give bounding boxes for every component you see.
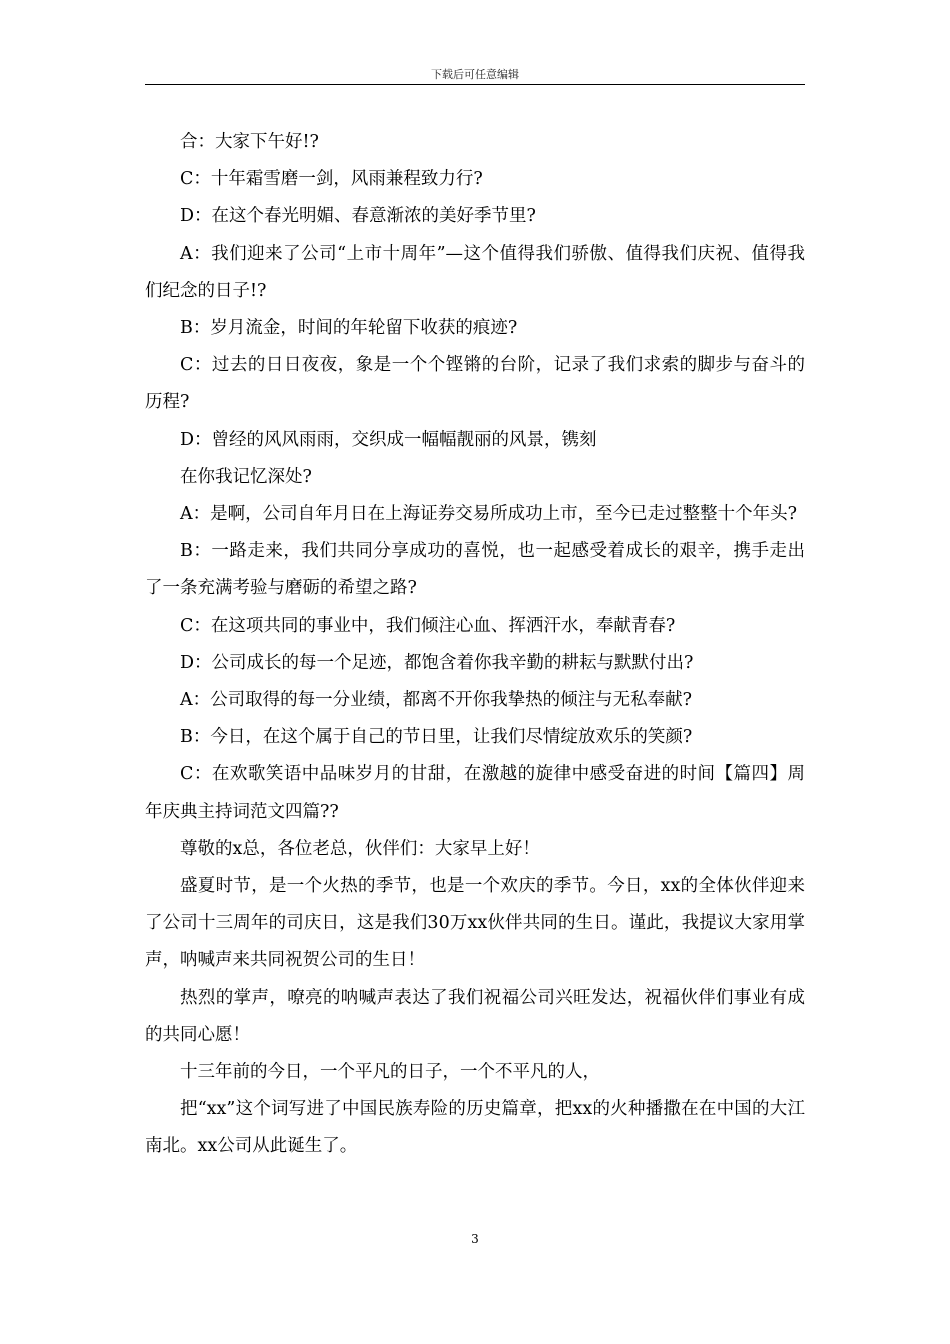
page-number: 3 <box>471 1232 479 1246</box>
paragraph: C：在这项共同的事业中，我们倾注心血、挥洒汗水，奉献青春? <box>180 615 676 636</box>
paragraph: C：过去的日日夜夜，象是一个个铿锵的台阶，记录了我们求索的脚步与奋斗的历程? <box>145 355 805 413</box>
paragraph: B：今日，在这个属于自己的节日里，让我们尽情绽放欢乐的笑颜? <box>180 727 693 748</box>
paragraph: 尊敬的x总，各位老总，伙伴们：大家早上好！ <box>180 838 540 859</box>
paragraph: D：公司成长的每一个足迹，都饱含着你我辛勤的耕耘与默默付出? <box>180 652 694 673</box>
paragraph: B：岁月流金，时间的年轮留下收获的痕迹? <box>180 318 518 339</box>
paragraph: C：十年霜雪磨一剑，风雨兼程致力行? <box>180 169 483 190</box>
paragraph: 十三年前的今日，一个平凡的日子，一个不平凡的人， <box>180 1062 600 1083</box>
paragraph: 盛夏时节，是一个火热的季节，也是一个欢庆的季节。今日，xx的全体伙伴迎来了公司十三周年的司庆日，这是我们30万xx伙伴共同的生日。谨此，我提议大家用掌声，呐喊声来共同祝贺公司的生日！ <box>145 876 805 971</box>
paragraph: 在你我记忆深处? <box>180 466 312 487</box>
paragraph: A：我们迎来了公司“上市十周年”—这个值得我们骄傲、值得我们庆祝、值得我们纪念的日子!? <box>145 243 805 301</box>
paragraph: A：是啊，公司自年月日在上海证券交易所成功上市，至今已走过整整十个年头? <box>180 504 798 525</box>
paragraph: B：一路走来，我们共同分享成功的喜悦，也一起感受着成长的艰辛，携手走出了一条充满考验与磨砺的希望之路? <box>145 541 805 599</box>
paragraph: D：曾经的风风雨雨，交织成一幅幅靓丽的风景，镌刻 <box>180 429 597 450</box>
header-rule <box>145 84 805 85</box>
paragraph: 合：大家下午好!? <box>180 132 319 152</box>
paragraph: A：公司取得的每一分业绩，都离不开你我挚热的倾注与无私奉献? <box>180 690 693 711</box>
document-body <box>145 124 805 1166</box>
page-header: 下载后可任意编辑 <box>431 68 519 81</box>
paragraph: 把“xx”这个词写进了中国民族寿险的历史篇章，把xx的火种播撒在在中国的大江南北。xx公司从此诞生了。 <box>145 1099 805 1157</box>
paragraph: 热烈的掌声，嘹亮的呐喊声表达了我们祝福公司兴旺发达，祝福伙伴们事业有成的共同心愿！ <box>145 987 805 1045</box>
paragraph: D：在这个春光明媚、春意渐浓的美好季节里? <box>180 206 536 227</box>
paragraph: C：在欢歌笑语中品味岁月的甘甜，在激越的旋律中感受奋进的时间【篇四】周年庆典主持词范文四篇?? <box>145 764 805 822</box>
